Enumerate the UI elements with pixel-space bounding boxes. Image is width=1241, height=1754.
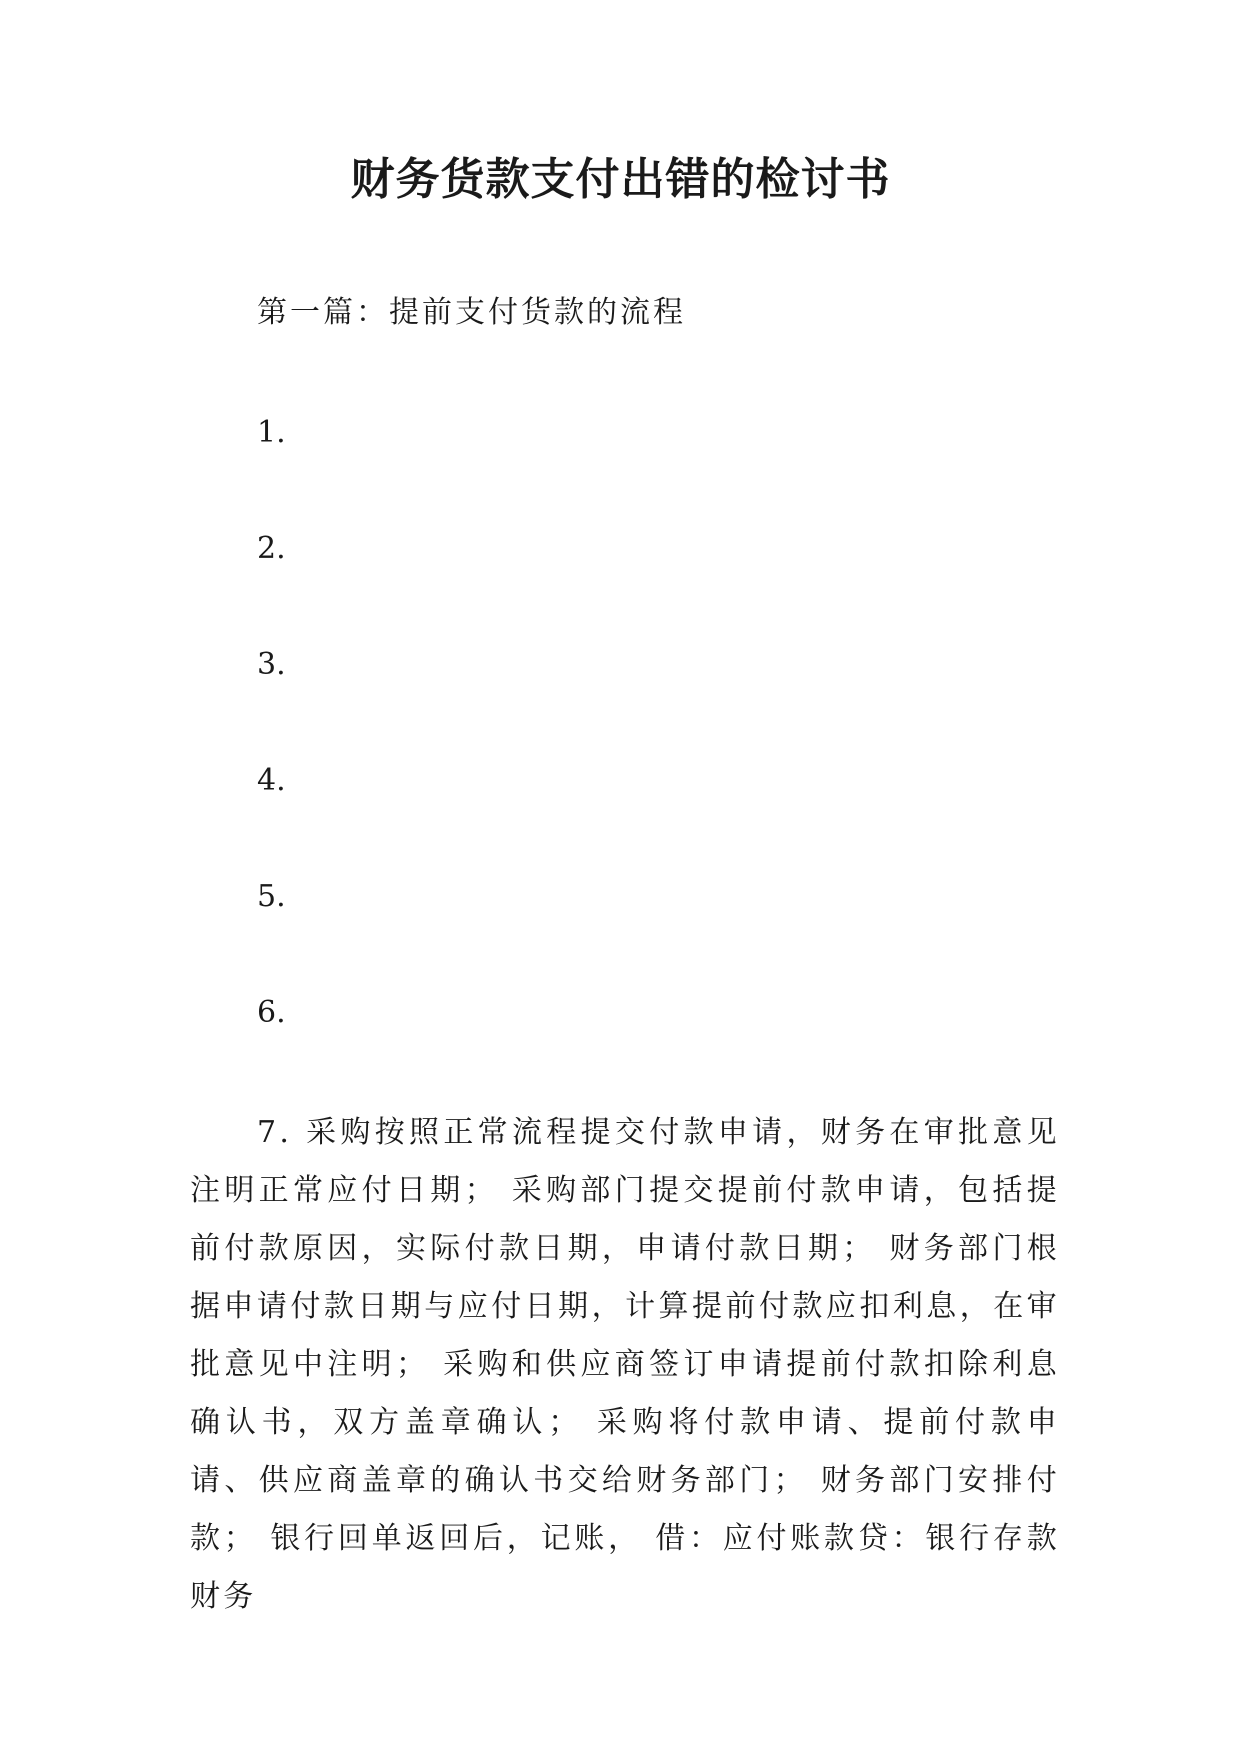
section-heading: 第一篇：提前支付货款的流程 <box>257 295 686 330</box>
list-item-number: 3. <box>257 647 286 682</box>
list-item-number: 6. <box>257 995 286 1030</box>
list-item-number: 1. <box>257 415 286 450</box>
body-paragraph: 7. 采购按照正常流程提交付款申请，财务在审批意见注明正常应付日期； 采购部门提交提前付款申请，包括提前付款原因，实际付款日期，申请付款日期； 财务部门根据申请付款日期与应付日期，计算提前付款应扣利息，在审批意见中注明； 采购和供应商签订申请提前付款扣除利息确认书，双方盖章确认； 采购将付款申请、提前付款申请、供应商盖章的确认书交给财务部门； 财务部门安排付款； 银行回单返回后，记账， 借：应付账款贷：银行存款 财务 <box>190 1115 1060 1614</box>
document-title: 财务货款支付出错的检讨书 <box>350 154 891 205</box>
list-item-number: 4. <box>257 763 286 798</box>
list-item-number: 5. <box>257 879 286 914</box>
list-item-number: 2. <box>257 531 286 566</box>
